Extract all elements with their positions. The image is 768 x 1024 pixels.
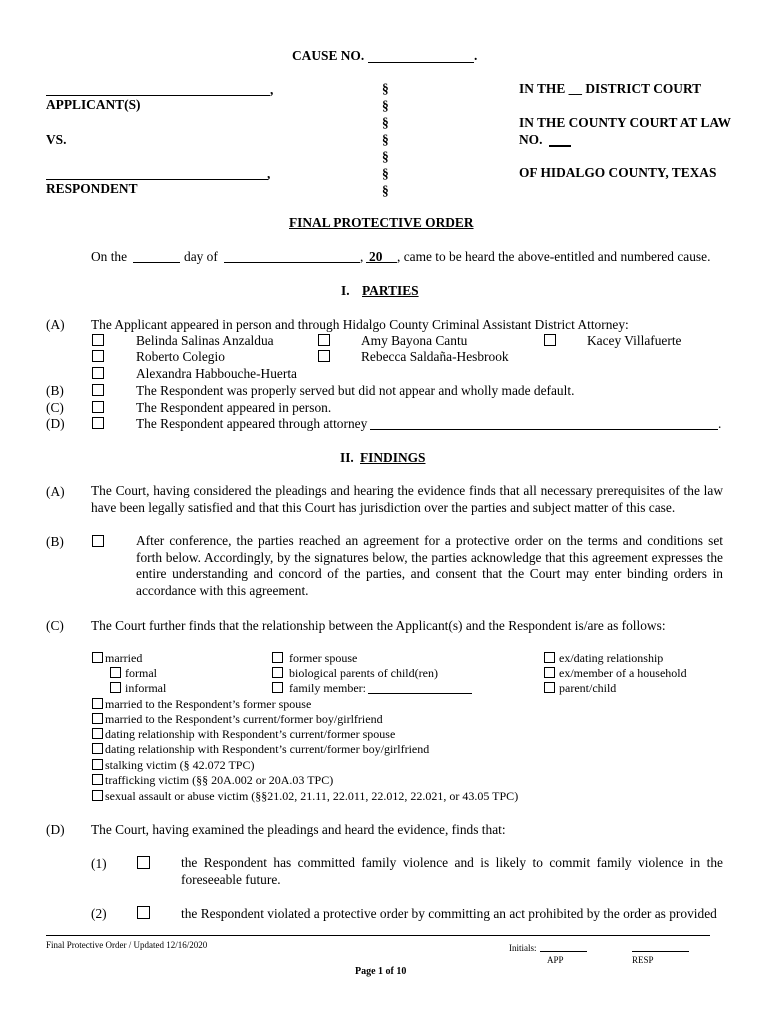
- cause-no-blank[interactable]: [368, 62, 474, 63]
- intro-on-the: On the: [91, 249, 128, 264]
- vs-label: VS.: [46, 132, 67, 147]
- parties-heading: PARTIES: [362, 283, 419, 298]
- intro-comma: ,: [360, 249, 364, 264]
- findings-d2-text: the Respondent violated a protective order by committing an act prohibited by the order as provided: [181, 906, 717, 921]
- relationship-checkbox[interactable]: [92, 652, 103, 663]
- attorney-name-blank[interactable]: [370, 429, 718, 430]
- attorney-checkbox[interactable]: [544, 334, 556, 346]
- relationship-label: stalking victim (§ 42.072 TPC): [105, 758, 255, 772]
- parties-d-text: The Respondent appeared through attorney: [136, 416, 368, 431]
- parties-c-text: The Respondent appeared in person.: [136, 400, 332, 415]
- relationship-label: ex/dating relationship: [559, 651, 664, 665]
- parties-a-text: The Applicant appeared in person and through Hidalgo County Criminal Assistant District Attorney:: [91, 317, 629, 332]
- court-no-blank[interactable]: [549, 145, 571, 147]
- relationship-checkbox[interactable]: [272, 667, 283, 678]
- relationship-checkbox[interactable]: [272, 652, 283, 663]
- footer-initials-label: Initials:: [509, 943, 537, 953]
- relationship-checkbox[interactable]: [92, 774, 103, 785]
- applicant-blank[interactable]: [46, 95, 270, 96]
- footer-resp-label: RESP: [632, 955, 654, 965]
- parties-d-period: .: [718, 416, 722, 431]
- findings-d-label: (D): [46, 822, 65, 837]
- findings-d2-checkbox[interactable]: [137, 906, 150, 919]
- intro-rest: , came to be heard the above-entitled and numbered cause.: [397, 249, 711, 264]
- section-symbol: §: [382, 149, 389, 164]
- applicant-comma: ,: [270, 82, 274, 97]
- section-symbol: §: [382, 115, 389, 130]
- document-title: FINAL PROTECTIVE ORDER: [289, 215, 474, 230]
- relationship-label: formal: [125, 666, 157, 680]
- parties-b-text: The Respondent was properly served but did not appear and wholly made default.: [136, 383, 575, 398]
- relationship-label: married to the Respondent’s former spouse: [105, 697, 312, 711]
- family-member-blank[interactable]: [368, 693, 472, 694]
- resp-initials-blank[interactable]: [632, 951, 689, 952]
- respondent-comma: ,: [267, 166, 271, 181]
- footer-app-label: APP: [547, 955, 564, 965]
- respondent-blank[interactable]: [46, 179, 268, 180]
- day-blank[interactable]: [133, 262, 180, 263]
- attorney-checkbox[interactable]: [92, 350, 104, 362]
- relationship-label: biological parents of child(ren): [289, 666, 438, 680]
- relationship-label: informal: [125, 681, 167, 695]
- attorney-name: Amy Bayona Cantu: [361, 333, 468, 348]
- county-court-label: IN THE COUNTY COURT AT LAW: [519, 115, 731, 130]
- attorney-name: Roberto Colegio: [136, 349, 225, 364]
- section-symbol: §: [382, 81, 389, 96]
- findings-c-text: The Court further finds that the relationship between the Applicant(s) and the Respondent is/are as follows:: [91, 618, 666, 633]
- attorney-checkbox[interactable]: [92, 334, 104, 346]
- findings-c-label: (C): [46, 618, 64, 633]
- section-symbol: §: [382, 166, 389, 181]
- relationship-label: dating relationship with Respondent’s current/former spouse: [105, 727, 396, 741]
- applicants-label: APPLICANT(S): [46, 97, 141, 112]
- relationship-label: ex/member of a household: [559, 666, 687, 680]
- findings-d2-label: (2): [91, 906, 107, 921]
- parties-number: I.: [341, 283, 350, 298]
- attorney-checkbox[interactable]: [318, 350, 330, 362]
- relationship-checkbox[interactable]: [92, 698, 103, 709]
- findings-a-text: The Court, having considered the pleadings and hearing the evidence finds that all necessary prerequisites of the law have been legally satisfied and that this Court has jurisdiction over the parties and subject matter of this case.: [91, 483, 723, 515]
- findings-a-label: (A): [46, 484, 65, 499]
- findings-b-label: (B): [46, 534, 64, 549]
- findings-b-text: After conference, the parties reached an agreement for a protective order on the terms and conditions set forth below. Accordingly, by the signatures below, the parties acknowledge that this agreement expresses the entire understanding and concord of the parties, and consent that the Court may enter binding orders in accordance with this agreement.: [136, 533, 723, 598]
- footer-form-name: Final Protective Order / Updated 12/16/2020: [46, 940, 208, 950]
- findings-heading: FINDINGS: [360, 450, 426, 465]
- relationship-label: dating relationship with Respondent’s current/former boy/girlfriend: [105, 742, 430, 756]
- cause-no-period: .: [474, 48, 478, 63]
- county-court-no-label: NO.: [519, 132, 543, 147]
- parties-b-label: (B): [46, 383, 64, 398]
- section-symbol: §: [382, 183, 389, 198]
- relationship-checkbox[interactable]: [92, 713, 103, 724]
- attorney-name: Alexandra Habbouche-Huerta: [136, 366, 297, 381]
- relationship-label: married: [105, 651, 143, 665]
- relationship-checkbox[interactable]: [110, 682, 121, 693]
- relationship-label: former spouse: [289, 651, 358, 665]
- relationship-label: married to the Respondent’s current/former boy/girlfriend: [105, 712, 383, 726]
- month-blank[interactable]: [224, 262, 360, 263]
- parties-c-checkbox[interactable]: [92, 401, 104, 413]
- intro-year: 20: [369, 249, 383, 264]
- attorney-checkbox[interactable]: [92, 367, 104, 379]
- attorney-checkbox[interactable]: [318, 334, 330, 346]
- findings-d1-label: (1): [91, 856, 107, 871]
- section-symbol: §: [382, 132, 389, 147]
- attorney-name: Kacey Villafuerte: [587, 333, 682, 348]
- relationship-label: trafficking victim (§§ 20A.002 or 20A.03 TPC): [105, 773, 334, 787]
- parties-b-checkbox[interactable]: [92, 384, 104, 396]
- parties-a-label: (A): [46, 317, 65, 332]
- relationship-label: family member:: [289, 681, 366, 695]
- parties-d-checkbox[interactable]: [92, 417, 104, 429]
- relationship-checkbox[interactable]: [110, 667, 121, 678]
- findings-d1-checkbox[interactable]: [137, 856, 150, 869]
- relationship-label: sexual assault or abuse victim (§§21.02, 21.11, 22.011, 22.012, 22.021, or 43.05 TPC): [105, 789, 519, 803]
- parties-c-label: (C): [46, 400, 64, 415]
- cause-no-label: CAUSE NO.: [292, 48, 365, 63]
- relationship-label: parent/child: [559, 681, 617, 695]
- footer-divider: [46, 935, 710, 936]
- year-blank[interactable]: [366, 262, 397, 263]
- relationship-checkbox[interactable]: [92, 790, 103, 801]
- county-label: OF HIDALGO COUNTY, TEXAS: [519, 165, 717, 180]
- intro-day-of: day of: [184, 249, 218, 264]
- relationship-checkbox[interactable]: [92, 728, 103, 739]
- relationship-checkbox[interactable]: [272, 682, 283, 693]
- relationship-checkbox[interactable]: [544, 652, 555, 663]
- findings-d1-text: the Respondent has committed family violence and is likely to commit family violence in the foreseeable future.: [181, 855, 723, 887]
- findings-d-text: The Court, having examined the pleadings and heard the evidence, finds that:: [91, 822, 506, 837]
- findings-number: II.: [340, 450, 354, 465]
- relationship-checkbox[interactable]: [92, 743, 103, 754]
- parties-d-label: (D): [46, 416, 65, 431]
- attorney-name: Belinda Salinas Anzaldua: [136, 333, 274, 348]
- relationship-checkbox[interactable]: [544, 682, 555, 693]
- findings-b-checkbox[interactable]: [92, 535, 104, 547]
- page-number: Page 1 of 10: [355, 966, 407, 977]
- district-court-label: IN THE __ DISTRICT COURT: [519, 81, 702, 96]
- attorney-name: Rebecca Saldaña-Hesbrook: [361, 349, 509, 364]
- app-initials-blank[interactable]: [540, 951, 587, 952]
- relationship-checkbox[interactable]: [92, 759, 103, 770]
- relationship-checkbox[interactable]: [544, 667, 555, 678]
- respondent-label: RESPONDENT: [46, 181, 138, 196]
- section-symbol: §: [382, 98, 389, 113]
